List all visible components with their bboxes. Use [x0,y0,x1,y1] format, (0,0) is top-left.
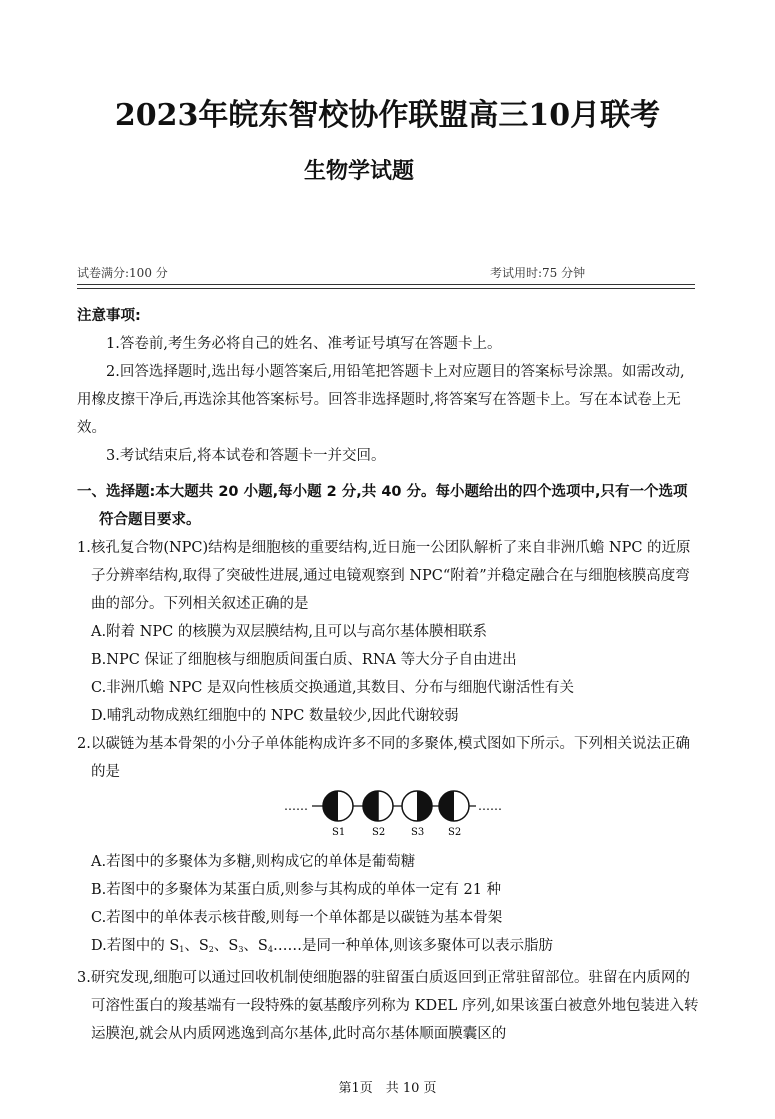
notice-block [77,302,699,470]
header-rule-top [77,284,695,285]
notice-item: 3.考试结束后,将本试卷和答题卡一并交回。 [106,448,386,464]
question-1-stem: 1.核孔复合物(NPC)结构是细胞核的重要结构,近日施一公团队解析了来自非洲爪蟾 NPC 的近原子分辨率结构,取得了突破性进展,通过电镜观察到 NPC“附着”并稳定融合在与细胞核膜高度弯曲的部分。下列相关叙述正确的是 [77,540,691,612]
monomer-label: S3 [411,827,425,838]
option-d-rest: ……是同一种单体,则该多聚体可以表示脂肪 [272,938,554,954]
full-score: 试卷满分:100 分 [77,266,168,280]
question-1-option: B.NPC 保证了细胞核与细胞质间蛋白质、RNA 等大分子自由进出 [91,652,517,668]
question-2-option: A.若图中的多聚体为多糖,则构成它的单体是葡萄糖 [91,854,416,870]
polymer-diagram [280,788,510,838]
section-block [77,478,699,1048]
subscript: 4 [267,945,273,954]
subscript: 1 [179,945,185,954]
question-2-stem: 2.以碳链为基本骨架的小分子单体能构成许多不同的多聚体,模式图如下所示。下列相关说法正确的是 [77,736,690,780]
monomer-s3 [402,791,432,821]
monomer-s2 [363,791,393,821]
exam-title: 2023年皖东智校协作联盟高三10月联考 [114,98,661,133]
monomer-label: S2 [372,827,386,838]
notice-item: 2.回答选择题时,选出每小题答案后,用铅笔把答题卡上对应题目的答案标号涂黑。如需改动,用橡皮擦干净后,再选涂其他答案标号。回答非选择题时,将答案写在答题卡上。写在本试卷上无效。 [77,364,685,436]
question-1-option: C.非洲爪蟾 NPC 是双向性核质交换通道,其数目、分布与细胞代谢活性有关 [91,680,575,696]
exam-time: 考试用时:75 分钟 [490,266,586,280]
monomer-label: S1 [332,827,346,838]
option-d-prefix: D.若图中的 S [91,938,180,954]
monomer-s4 [439,791,469,821]
subscript: 2 [208,945,214,954]
notice-item: 1.答卷前,考生务必将自己的姓名、准考证号填写在答题卡上。 [106,336,502,352]
subscript: 3 [238,945,244,954]
figure-dots-right: …… [478,799,502,813]
question-3-stem: 3.研究发现,细胞可以通过回收机制使细胞器的驻留蛋白质返回到正常驻留部位。驻留在内质网的可溶性蛋白的羧基端有一段特殊的氨基酸序列称为 KDEL 序列,如果该蛋白被意外地包装进入转运膜泡,就会从内质网逃逸到高尔基体,此时高尔基体顺面膜囊区的 [77,970,699,1042]
question-2-option: C.若图中的单体表示核苷酸,则每一个单体都是以碳链为基本骨架 [91,910,503,926]
question-1-option: D.哺乳动物成熟红细胞中的 NPC 数量较少,因此代谢较弱 [91,708,459,724]
section-heading: 一、选择题:本大题共 20 小题,每小题 2 分,共 40 分。每小题给出的四个选项中,只有一个选项符合题目要求。 [77,484,688,528]
monomer-s1 [323,791,353,821]
header-rule-bottom [77,288,695,289]
page-footer: 第1页 共 10 页 [338,1081,437,1096]
exam-subtitle: 生物学试题 [303,159,414,184]
question-2-option: B.若图中的多聚体为某蛋白质,则参与其构成的单体一定有 21 种 [91,882,502,898]
notice-heading: 注意事项: [77,308,141,324]
monomer-label: S2 [448,827,462,838]
question-1-option: A.附着 NPC 的核膜为双层膜结构,且可以与高尔基体膜相联系 [91,624,487,640]
figure-dots-left: …… [284,799,308,813]
question-2-option-d: D.若图中的 $S_1$、$S_2$、$S_3$、$S_4\dots\dots$是同一种单体,则该多聚体可以表示脂肪 [91,938,554,954]
